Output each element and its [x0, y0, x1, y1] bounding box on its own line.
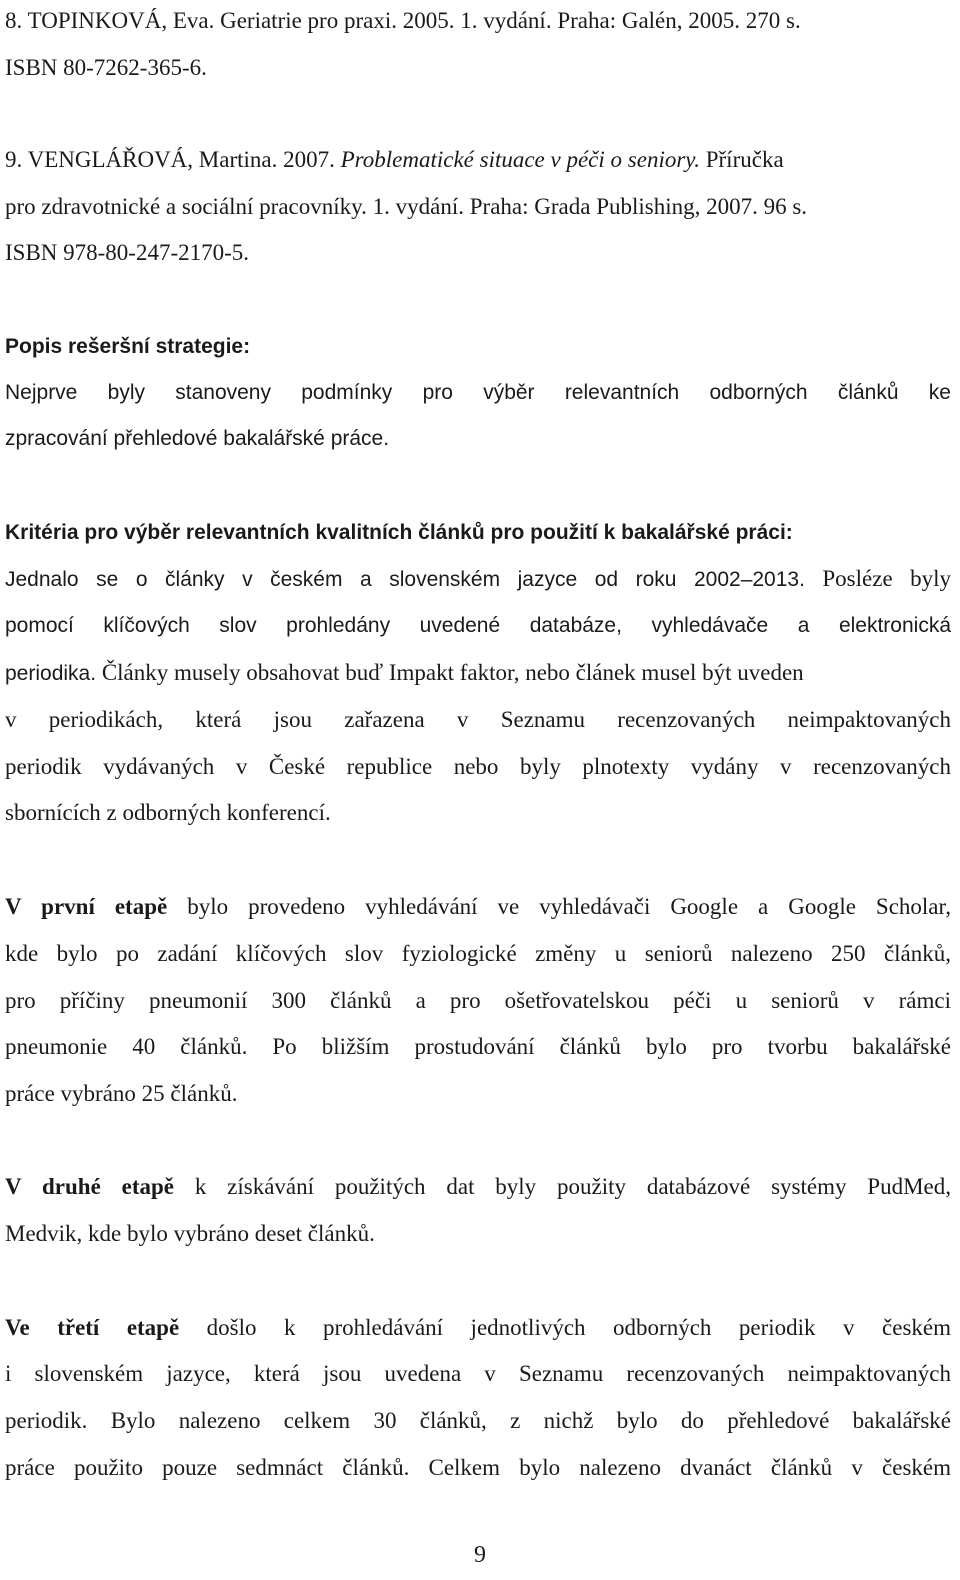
stage-2-line-1 [5, 1172, 951, 1202]
stage-1-line-1 [5, 892, 951, 922]
strategy-line-1: Nejprve byly stanoveny podmínky pro výběr relevantních odborných článků ke [5, 381, 951, 404]
stage-1-line-2: kde bylo po zadání klíčových slov fyziologické změny u seniorů nalezeno 250 článků, [5, 941, 951, 966]
stage-2-label: V druhé etapě [5, 1174, 175, 1199]
criteria-line-3 [5, 658, 951, 688]
stage-2-line-1-rest: k získávání použitých dat byly použity databázové systémy PudMed, [174, 1174, 951, 1199]
criteria-heading: Kritéria pro výběr relevantních kvalitních článků pro použití k bakalářské práci: [5, 521, 793, 544]
stage-3-line-2: i slovenském jazyce, která jsou uvedena v Seznamu recenzovaných neimpaktovaných [5, 1361, 951, 1386]
criteria-line-5: periodik vydávaných v České republice nebo byly plnotexty vydány v recenzovaných [5, 754, 951, 779]
reference-9-line-3: ISBN 978-80-247-2170-5. [5, 240, 250, 265]
criteria-line-1-a: Jednalo se o články v českém a slovenském jazyce od roku 2002–2013. [5, 568, 805, 591]
stage-3-line-4: práce použito pouze sedmnáct článků. Celkem bylo nalezeno dvanáct článků v českém [5, 1455, 951, 1480]
stage-1-line-3: pro příčiny pneumonií 300 článků a pro ošetřovatelskou péči u seniorů v rámci [5, 988, 951, 1013]
criteria-line-6: sbornících z odborných konferencí. [5, 800, 331, 825]
stage-1-line-4: pneumonie 40 článků. Po bližším prostudování článků bylo pro tvorbu bakalářské [5, 1034, 951, 1059]
stage-1-line-5: práce vybráno 25 článků. [5, 1081, 238, 1106]
strategy-heading: Popis rešeršní strategie: [5, 335, 251, 358]
strategy-line-2: zpracování přehledové bakalářské práce. [5, 427, 390, 450]
criteria-line-1-b: Posléze byly [804, 566, 951, 591]
stage-3-line-1 [5, 1313, 951, 1343]
stage-2-line-2: Medvik, kde bylo vybráno deset článků. [5, 1221, 375, 1246]
stage-3-line-3: periodik. Bylo nalezeno celkem 30 článků, z nichž bylo do přehledové bakalářské [5, 1408, 951, 1433]
criteria-line-4: v periodikách, která jsou zařazena v Seznamu recenzovaných neimpaktovaných [5, 707, 951, 732]
stage-3-label: Ve třetí etapě [5, 1315, 180, 1340]
page-number: 9 [474, 1542, 486, 1568]
reference-9-subtitle-start: Příručka [699, 147, 784, 172]
reference-9-author: 9. VENGLÁŘOVÁ, Martina. 2007. [5, 147, 341, 172]
reference-9-title: Problematické situace v péči o seniory. [340, 147, 700, 172]
criteria-line-3-b: Články musely obsahovat buď Impakt faktor, nebo článek musel být uveden [96, 660, 804, 685]
stage-3-line-1-rest: došlo k prohledávání jednotlivých odborných periodik v českém [179, 1315, 951, 1340]
reference-8-line-1: 8. TOPINKOVÁ, Eva. Geriatrie pro praxi. 2005. 1. vydání. Praha: Galén, 2005. 270 s. [5, 8, 801, 33]
reference-8-line-2: ISBN 80-7262-365-6. [5, 55, 207, 80]
criteria-line-1 [5, 564, 951, 594]
stage-1-line-1-rest: bylo provedeno vyhledávání ve vyhledávači Google a Google Scholar, [167, 894, 951, 919]
criteria-line-2: pomocí klíčových slov prohledány uvedené databáze, vyhledávače a elektronická [5, 614, 951, 637]
reference-9-line-2: pro zdravotnické a sociální pracovníky. 1. vydání. Praha: Grada Publishing, 2007. 96 s. [5, 194, 808, 219]
criteria-line-3-a: periodika. [5, 662, 97, 685]
stage-1-label: V první etapě [5, 894, 168, 919]
reference-9-line-1 [5, 145, 951, 175]
